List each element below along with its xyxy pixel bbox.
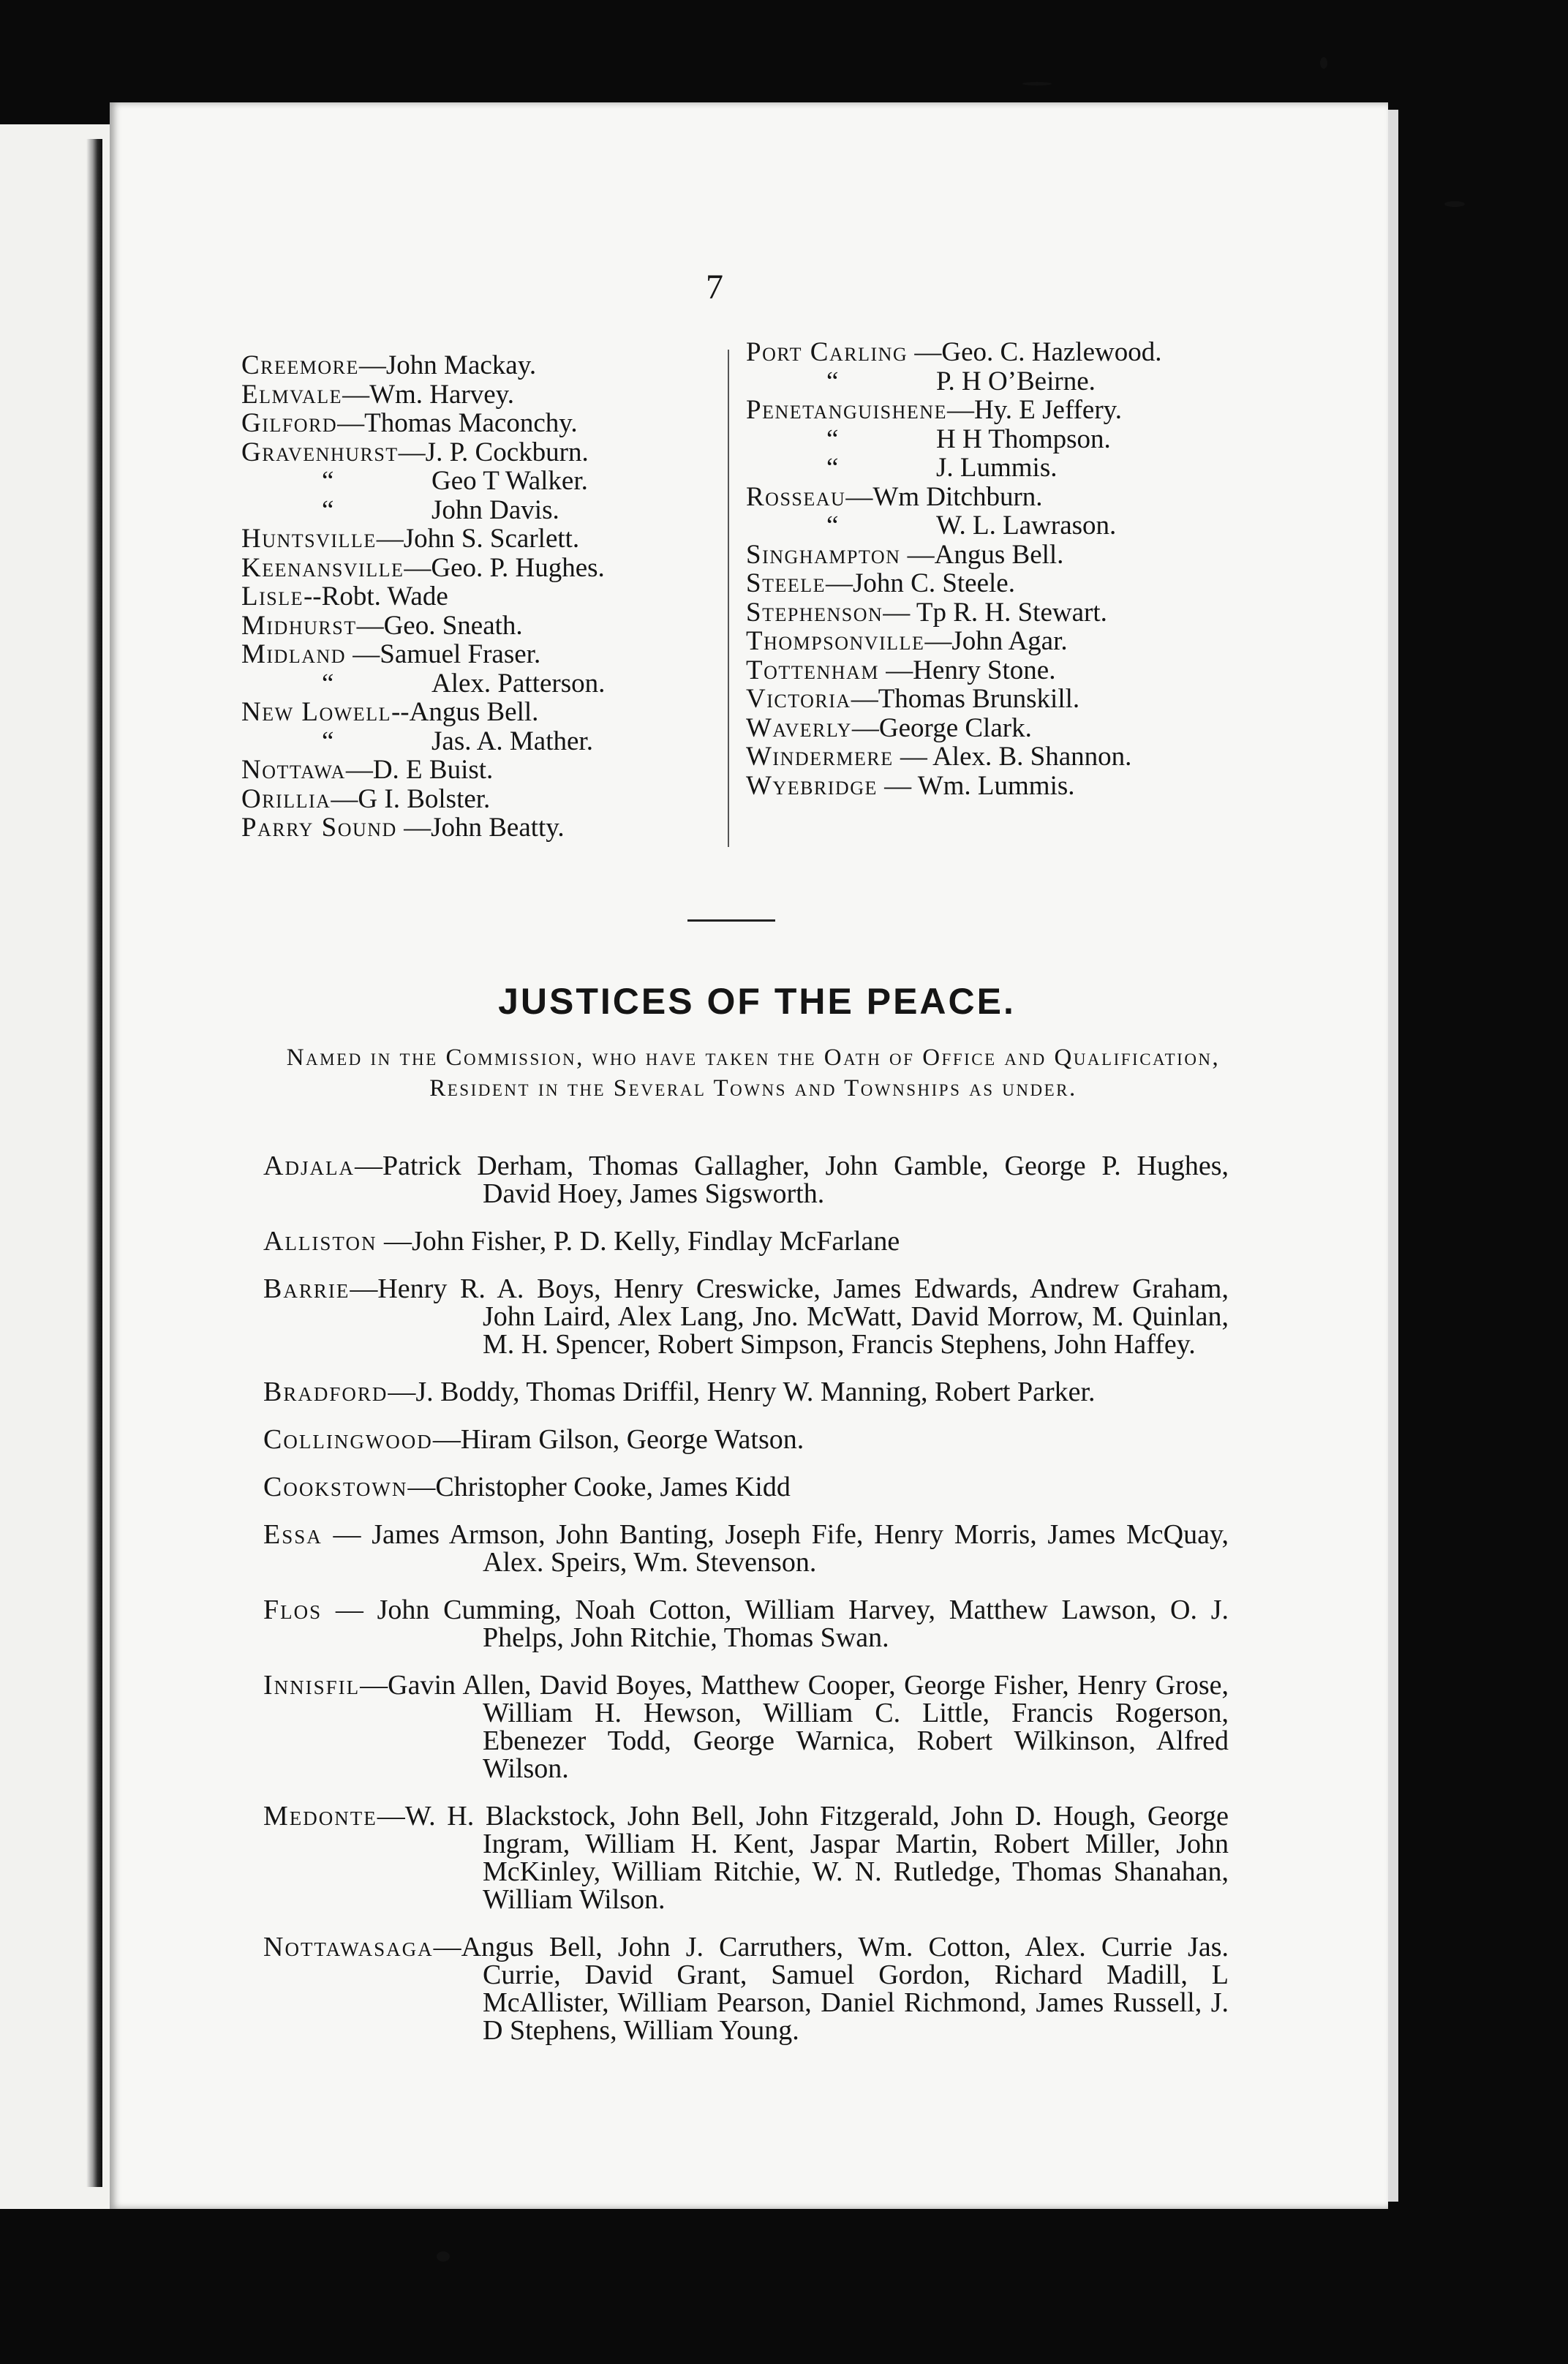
justice-names: Patrick Derham, Thomas Gallagher, John Gamble, George P. Hughes, David Hoey, James Sigsworth. — [382, 1151, 1229, 1209]
ditto-mark: “ — [826, 366, 839, 396]
postmaster-name: Geo. Sneath. — [383, 610, 523, 641]
justice-entry — [263, 1275, 1229, 1358]
separator: — — [360, 1670, 388, 1701]
place-name: Creemore — [241, 350, 359, 380]
separator: — — [342, 379, 370, 410]
separator: — — [826, 568, 853, 598]
separator: — — [354, 1151, 382, 1181]
place-name: Steele — [746, 568, 826, 598]
postmaster-entry — [746, 541, 1243, 570]
postmaster-name: Geo. C. Hazlewood. — [941, 337, 1162, 367]
scan-speck — [437, 2251, 450, 2262]
scan-speck — [1444, 201, 1465, 207]
book-gutter-shadow — [86, 139, 102, 2187]
separator: — — [376, 524, 404, 554]
postmaster-name: Jas. A. Mather. — [431, 726, 593, 756]
justice-names: J. Boddy, Thomas Driffil, Henry W. Manning, Robert Parker. — [415, 1377, 1096, 1407]
postmaster-entry — [746, 483, 1243, 512]
separator: -- — [303, 581, 322, 611]
postmaster-name: Samuel Fraser. — [380, 639, 541, 669]
postmaster-name: H H Thompson. — [936, 424, 1111, 454]
postmaster-entry — [746, 714, 1243, 743]
separator: — — [345, 755, 373, 785]
separator: — — [337, 408, 365, 438]
postmaster-name: Geo. P. Hughes. — [431, 552, 605, 583]
justice-entry — [263, 1671, 1229, 1783]
postmaster-name: John Mackay. — [385, 350, 537, 380]
page-number: 7 — [706, 268, 723, 306]
postmaster-name: John Davis. — [431, 494, 559, 525]
place-name: Midhurst — [241, 610, 357, 641]
postmaster-entry — [746, 685, 1243, 714]
separator: — — [883, 597, 916, 628]
postmaster-entry — [241, 727, 709, 756]
section-rule — [687, 919, 775, 922]
justices-list — [263, 1152, 1229, 2064]
postmaster-name: John Beatty. — [431, 813, 565, 843]
postmaster-name: Henry Stone. — [913, 655, 1056, 685]
separator: — — [900, 539, 935, 570]
postmaster-entry — [241, 524, 709, 554]
postmaster-entry — [746, 367, 1243, 396]
separator: — — [346, 639, 380, 669]
justice-entry — [263, 1521, 1229, 1576]
ditto-mark: “ — [322, 494, 334, 525]
place-name: Orillia — [241, 783, 331, 814]
separator: — — [398, 437, 426, 467]
postmaster-entry — [241, 438, 709, 467]
justice-entry — [263, 1426, 1229, 1453]
justice-names: Henry R. A. Boys, Henry Creswicke, James Edwards, Andrew Graham, John Laird, Alex Lang, Jno. McWatt, David Morrow, M. Quinlan, M. H. Spencer, Robert Simpson, Francis Stephens, John Haffey. — [377, 1273, 1229, 1360]
postmaster-entry — [746, 338, 1243, 367]
place-name: Elmvale — [241, 379, 343, 410]
township-name: Medonte — [263, 1801, 377, 1832]
page-edge — [1388, 110, 1398, 2202]
separator: — — [946, 395, 974, 425]
separator: — — [388, 1377, 416, 1407]
township-name: Essa — [263, 1519, 323, 1550]
separator: — — [322, 1519, 372, 1550]
place-name: Gilford — [241, 408, 338, 438]
postmaster-entry — [746, 453, 1243, 483]
postmaster-entry — [746, 656, 1243, 685]
separator: — — [924, 626, 952, 656]
justice-entry — [263, 1152, 1229, 1208]
postmaster-entry — [746, 396, 1243, 425]
postmaster-name: John C. Steele. — [853, 568, 1015, 598]
separator: — — [404, 552, 431, 583]
place-name: Windermere — [746, 742, 894, 772]
section-subtitle: Named in the Commission, who have taken the Oath of Office and Qualification, Resident in the Several Towns and Townships as under. — [286, 1044, 1221, 1102]
postmaster-name: Wm Ditchburn. — [872, 481, 1043, 512]
postmaster-entry — [241, 351, 709, 380]
postmaster-name: John Agar. — [951, 626, 1068, 656]
separator: — — [356, 610, 384, 641]
township-name: Bradford — [263, 1377, 388, 1407]
postmaster-name: Thomas Maconchy. — [364, 408, 578, 438]
separator: -- — [391, 697, 410, 727]
separator: — — [878, 655, 913, 685]
postmaster-entry — [241, 756, 709, 785]
ditto-mark: “ — [322, 466, 334, 496]
separator: — — [851, 712, 879, 743]
justice-names: James Armson, John Banting, Joseph Fife, Henry Morris, James McQuay, Alex. Speirs, Wm. Stevenson. — [372, 1519, 1229, 1578]
postmaster-name: Wm. Lummis. — [917, 770, 1075, 801]
postmaster-name: Wm. Harvey. — [369, 379, 515, 410]
ditto-mark: “ — [322, 726, 334, 756]
place-name: Nottawa — [241, 755, 346, 785]
township-name: Cookstown — [263, 1472, 408, 1502]
postmaster-name: Angus Bell. — [934, 539, 1064, 570]
separator: — — [851, 684, 878, 714]
place-name: Tottenham — [746, 655, 879, 685]
postmaster-name: Alex. Patterson. — [431, 668, 606, 699]
postmaster-name: P. H O’Beirne. — [936, 366, 1096, 396]
postmaster-name: Thomas Brunskill. — [878, 684, 1080, 714]
postmaster-entry — [241, 813, 709, 843]
place-name: Huntsville — [241, 524, 377, 554]
separator: — — [432, 1424, 461, 1455]
postmaster-entry — [241, 409, 709, 438]
place-name: Wyebridge — [746, 770, 878, 801]
column-divider — [728, 350, 729, 847]
township-name: Nottawasaga — [263, 1932, 434, 1962]
postmaster-name: Hy. E Jeffery. — [973, 395, 1123, 425]
postmaster-entry — [746, 772, 1243, 801]
postmaster-entry — [241, 554, 709, 583]
separator: — — [322, 1595, 377, 1625]
separator: — — [845, 481, 873, 512]
place-name: Port Carling — [746, 337, 908, 367]
postmaster-name: J. P. Cockburn. — [425, 437, 589, 467]
place-name: New Lowell — [241, 697, 391, 727]
postmaster-entry — [746, 598, 1243, 628]
justice-entry — [263, 1802, 1229, 1913]
place-name: Gravenhurst — [241, 437, 399, 467]
postmaster-name: Angus Bell. — [409, 697, 539, 727]
separator: — — [331, 783, 358, 814]
separator: — — [377, 1226, 412, 1257]
postmaster-entry — [746, 569, 1243, 598]
township-name: Innisfil — [263, 1670, 361, 1701]
scan-speck — [1022, 82, 1052, 86]
postmaster-entry — [241, 640, 709, 669]
justice-names: Angus Bell, John J. Carruthers, Wm. Cotton, Alex. Currie Jas. Currie, David Grant, Samuel Gordon, Richard Madill, L McAllister, William Pearson, Daniel Richmond, James Russell, J. D Stephens, William Young. — [461, 1932, 1229, 2046]
postmaster-name: George Clark. — [878, 712, 1032, 743]
justice-names: Gavin Allen, David Boyes, Matthew Cooper, George Fisher, Henry Grose, William H. Hewson, William C. Little, Francis Rogerson, Ebenezer Todd, George Warnica, Robert Wilkinson, Alfred Wilson. — [388, 1670, 1229, 1784]
township-name: Barrie — [263, 1273, 350, 1304]
separator: — — [407, 1472, 436, 1502]
postmaster-name: John S. Scarlett. — [403, 524, 580, 554]
place-name: Midland — [241, 639, 347, 669]
postmaster-name: Robt. Wade — [321, 581, 448, 611]
justice-names: Christopher Cooke, James Kidd — [435, 1472, 791, 1502]
separator: — — [433, 1932, 461, 1962]
postmaster-name: G I. Bolster. — [358, 783, 491, 814]
section-title: JUSTICES OF THE PEACE. — [498, 981, 1016, 1022]
township-name: Alliston — [263, 1226, 377, 1257]
postmaster-name: J. Lummis. — [936, 453, 1058, 483]
separator: — — [396, 813, 431, 843]
township-name: Adjala — [263, 1151, 355, 1181]
township-name: Collingwood — [263, 1424, 433, 1455]
postmaster-entry — [746, 511, 1243, 541]
postmaster-entry — [241, 698, 709, 727]
postmaster-entry — [746, 627, 1243, 656]
justice-names: W. H. Blackstock, John Bell, John Fitzgerald, John D. Hough, George Ingram, William H. Kent, Jaspar Martin, Robert Miller, John McKinley, William Ritchie, W. N. Rutledge, Thomas Shanahan, William Wilson. — [404, 1801, 1229, 1915]
postmaster-entry — [241, 467, 709, 496]
postmaster-entry — [241, 496, 709, 525]
postmasters-right-column — [746, 338, 1243, 800]
postmasters-left-column — [241, 351, 709, 843]
justice-names: Hiram Gilson, George Watson. — [460, 1424, 804, 1455]
place-name: Victoria — [746, 684, 851, 714]
justice-entry — [263, 1933, 1229, 2044]
postmaster-name: Tp R. H. Stewart. — [916, 597, 1107, 628]
place-name: Singhampton — [746, 539, 901, 570]
place-name: Thompsonville — [746, 626, 925, 656]
justice-entry — [263, 1227, 1229, 1255]
ditto-mark: “ — [826, 453, 839, 483]
postmaster-name: Geo T Walker. — [431, 466, 588, 496]
place-name: Penetanguishene — [746, 395, 947, 425]
separator: — — [377, 1801, 405, 1832]
justice-entry — [263, 1378, 1229, 1406]
place-name: Waverly — [746, 712, 852, 743]
place-name: Rosseau — [746, 481, 846, 512]
ditto-mark: “ — [826, 424, 839, 454]
scan-speck — [1320, 57, 1327, 69]
postmaster-name: D. E Buist. — [372, 755, 494, 785]
postmaster-entry — [746, 425, 1243, 454]
separator: — — [358, 350, 386, 380]
postmaster-entry — [241, 582, 709, 611]
postmaster-entry — [241, 611, 709, 641]
separator: — — [350, 1273, 378, 1304]
postmaster-entry — [746, 742, 1243, 772]
justice-entry — [263, 1473, 1229, 1501]
justice-entry — [263, 1596, 1229, 1652]
postmaster-name: Alex. B. Shannon. — [932, 742, 1132, 772]
place-name: Parry Sound — [241, 813, 397, 843]
ditto-mark: “ — [322, 668, 334, 699]
justice-names: John Fisher, P. D. Kelly, Findlay McFarlane — [411, 1226, 900, 1257]
place-name: Stephenson — [746, 597, 883, 628]
separator: — — [908, 337, 942, 367]
postmaster-entry — [241, 785, 709, 814]
place-name: Keenansville — [241, 552, 404, 583]
place-name: Lisle — [241, 581, 304, 611]
postmaster-entry — [241, 380, 709, 410]
separator: — — [893, 742, 933, 772]
postmaster-name: W. L. Lawrason. — [936, 511, 1117, 541]
separator: — — [877, 770, 918, 801]
postmaster-entry — [241, 669, 709, 699]
justice-names: John Cumming, Noah Cotton, William Harvey, Matthew Lawson, O. J. Phelps, John Ritchie, Thomas Swan. — [377, 1595, 1229, 1653]
ditto-mark: “ — [826, 511, 839, 541]
township-name: Flos — [263, 1595, 323, 1625]
